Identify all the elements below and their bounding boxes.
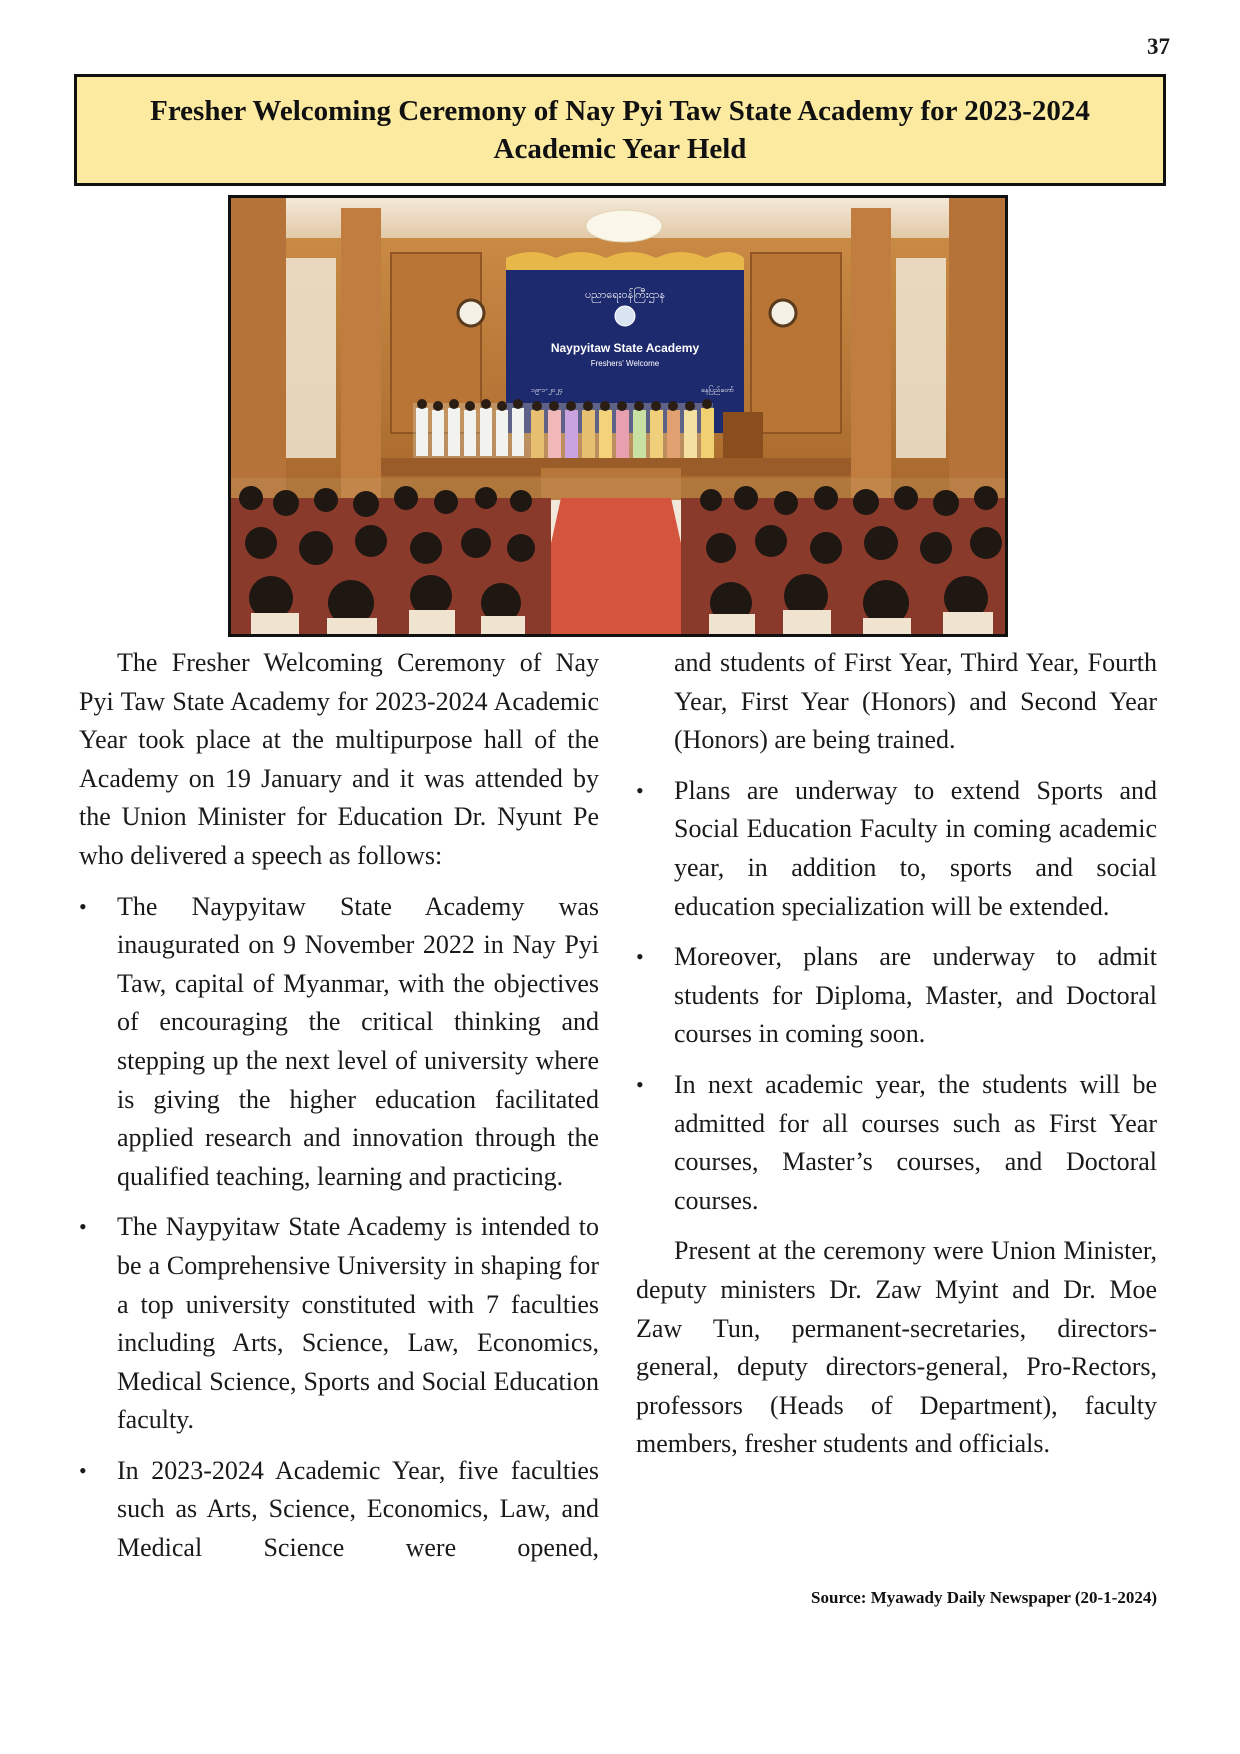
article-left-column [79, 644, 599, 1580]
speech-points-list [79, 888, 599, 1568]
page-title: Fresher Welcoming Ceremony of Nay Pyi Taw State Academy for 2023-2024 Academic Year Held [150, 95, 1090, 165]
speech-points-list-continued [636, 772, 1157, 1221]
speech-point: • Moreover, plans are underway to admit students for Diploma, Master, and Doctoral courses in coming soon. [636, 938, 1157, 1054]
banner-subtitle-text: Freshers' Welcome [590, 359, 660, 368]
stage-performers [413, 399, 714, 463]
page-number: 37 [1147, 34, 1170, 59]
speech-point: • The Naypyitaw State Academy was inaugurated on 9 November 2022 in Nay Pyi Taw, capital of Myanmar, with the objectives of encouraging the critical thinking and stepping up the next level of university where is giving the higher education facilitated applied research and innovation through the qualified teaching, learning and practicing. [79, 888, 599, 1197]
speech-point: • The Naypyitaw State Academy is intended to be a Comprehensive University in shaping for a top university constituted with 7 faculties including Arts, Science, Law, Economics, Medical Science, Sports and Social Education faculty. [79, 1208, 599, 1440]
banner-title-text: Naypyitaw State Academy [550, 341, 700, 355]
source-credit: Source: Myawady Daily Newspaper (20-1-2024) [811, 1588, 1157, 1607]
article-right-column [636, 644, 1157, 1464]
banner-date-text: ၁၉-၁-၂၀၂၄ [531, 386, 563, 394]
speech-point-continued: and students of First Year, Third Year, Fourth Year, First Year (Honors) and Second Year (Honors) are being trained. [674, 648, 1157, 755]
ceremony-photo-illustration [231, 198, 1005, 634]
speech-point: • In next academic year, the students will be admitted for all courses such as First Year courses, Master’s courses, and Doctoral courses. [636, 1066, 1157, 1220]
speech-point: • In 2023-2024 Academic Year, five faculties such as Arts, Science, Economics, Law, and Medical Science were opened, [79, 1452, 599, 1568]
ceremony-photo [228, 195, 1008, 637]
podium [723, 412, 763, 464]
article-closing: Present at the ceremony were Union Minister, deputy ministers Dr. Zaw Myint and Dr. Moe Zaw Tun, permanent-secretaries, directors-general, deputy directors-general, Pro-Rectors, professors (Heads of Department), faculty members, fresher students and officials. [636, 1236, 1157, 1459]
audience-left [231, 486, 551, 634]
banner-location-text: နေပြည်တော် [701, 386, 734, 394]
audience-right [681, 486, 1005, 634]
title-banner [74, 74, 1166, 186]
article-intro: The Fresher Welcoming Ceremony of Nay Pyi Taw State Academy for 2023-2024 Academic Year took place at the multipurpose hall of the Academy on 19 January and it was attended by the Union Minister for Education Dr. Nyunt Pe who delivered a speech as follows: [79, 648, 599, 870]
speech-point: • Plans are underway to extend Sports and Social Education Faculty in coming academic year, in addition to, sports and social education specialization will be extended. [636, 772, 1157, 926]
banner-burmese-text: ပညာရေးဝန်ကြီးဌာန [584, 288, 666, 301]
